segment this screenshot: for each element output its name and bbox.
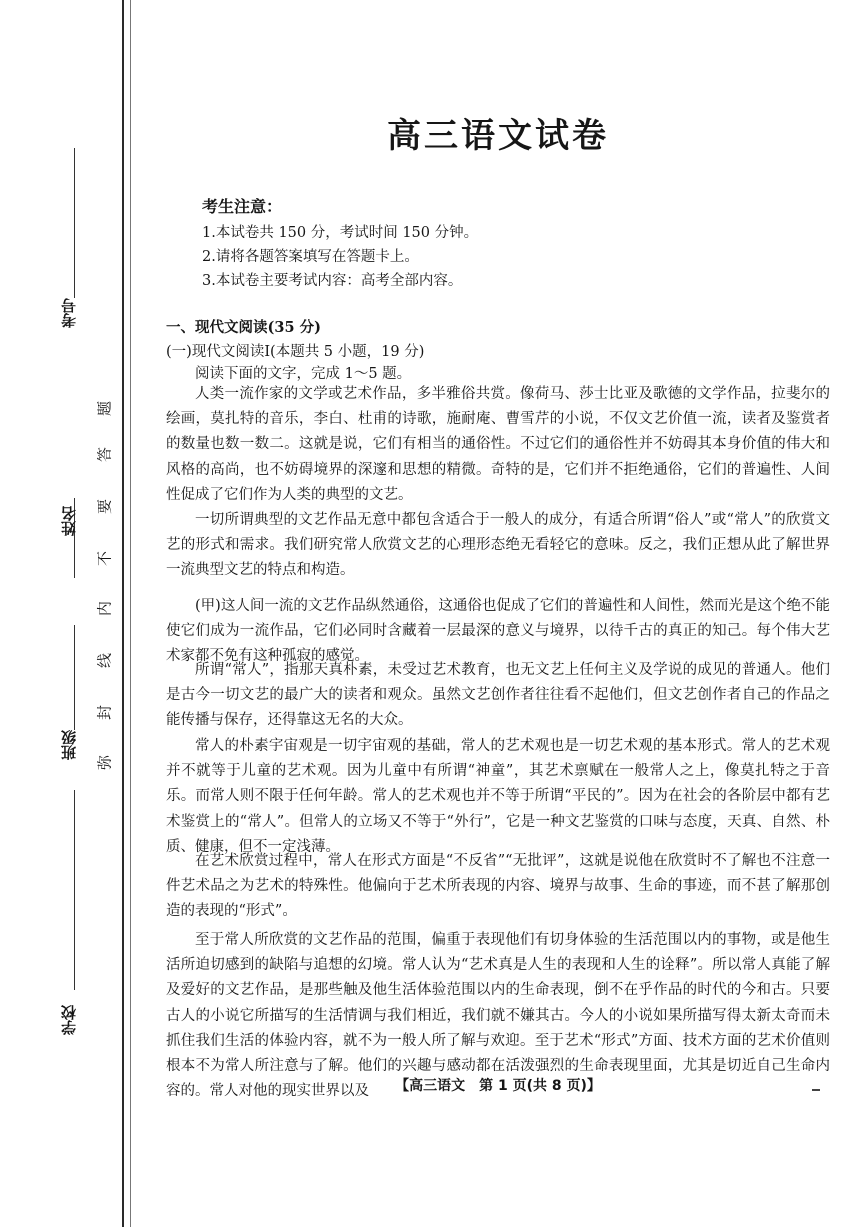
passage-paragraph-1: 人类一流作家的文学或艺术作品，多半雅俗共赏。像荷马、莎士比亚及歌德的文学作品，拉斐尔的绘画，莫扎特的音乐，李白、杜甫的诗歌，施耐庵、曹雪芹的小说，不仅文艺价值一流，读者及鉴赏者的数量也数一数二。这就是说，它们有相当的通俗性。不过它们的通俗性并不妨碍其本身价值的伟大和风格的高尚，也不妨碍境界的深邃和思想的精微。奇特的是，它们并不拒绝通俗，它们的普遍性、人间性促成了它们作为人类的典型的文艺。	[166, 386, 830, 503]
notice-heading: 考生注意：	[202, 197, 283, 216]
name-label: 姓名	[60, 506, 78, 536]
seal-char: 不	[95, 551, 114, 567]
passage-paragraph-6: 在艺术欣赏过程中，常人在形式方面是“不反省”“无批评”，这就是说他在欣赏时不了解也不注意一件艺术品之为艺术的特殊性。他偏向于艺术所表现的内容、境界与故事、生命的事迹，而不甚了解那创造的表现的“形式”。	[166, 853, 830, 920]
page-title: 高三语文试卷	[387, 116, 609, 156]
page-footer: 【高三语文 第 1 页(共 8 页)】	[395, 1078, 601, 1094]
section-heading: 一、现代文阅读(35 分)	[166, 319, 321, 336]
binding-line-outer	[122, 0, 124, 1227]
school-line	[74, 790, 75, 990]
seal-char: 要	[95, 499, 114, 515]
seal-char: 内	[95, 601, 114, 617]
seal-char: 答	[95, 447, 114, 463]
seal-char: 封	[95, 705, 114, 721]
passage-paragraph-5: 常人的朴素宇宙观是一切宇宙观的基础，常人的艺术观也是一切艺术观的基本形式。常人的艺术观并不就等于儿童的艺术观。因为儿童中有所谓“神童”，其艺术禀赋在一般常人之上，像莫扎特之于音乐。而常人则不限于任何年龄。常人的艺术观也并不等于所谓“平民的”。因为在社会的各阶层中都有艺术鉴赏上的“常人”。但常人的立场又不等于“外行”，它是一种文艺鉴赏的口味与态度，天真、自然、朴质、健康，但不一定浅薄。	[166, 738, 830, 855]
passage-paragraph-3: (甲)这人间一流的文艺作品纵然通俗，这通俗也促成了它们的普遍性和人间性，然而光是这个绝不能使它们成为一流作品，它们必同时含藏着一层最深的意义与境界，以待千古的真正的知己。每个伟大艺术家都不免有这种孤寂的感觉。	[166, 598, 830, 665]
passage-paragraph-4: 所谓“常人”，指那天真朴素，未受过艺术教育，也无文艺上任何主义及学说的成见的普通人。他们是古今一切文艺的最广大的读者和观众。虽然文艺创作者往往看不起他们，但文艺创作者自己的作品之能传播与保存，还得靠这无名的大众。	[166, 662, 830, 729]
exam-number-line	[74, 148, 75, 298]
seal-char: 线	[95, 653, 114, 669]
seal-char: 弥	[95, 755, 114, 771]
school-label: 学校	[60, 1005, 78, 1035]
exam-number-label: 考号	[60, 298, 78, 328]
section-subheading: (一)现代文阅读Ⅰ(本题共 5 小题，19 分)	[166, 344, 425, 360]
notice-item: 1.本试卷共 150 分，考试时间 150 分钟。	[202, 225, 479, 241]
passage-paragraph-7: 至于常人所欣赏的文艺作品的范围，偏重于表现他们有切身体验的生活范围以内的事物，或是他生活所迫切感到的缺陷与追想的幻境。常人认为“艺术真是人生的表现和人生的诠释”。所以常人真能了解及爱好的文艺作品，是那些触及他生活体验范围以内的生命表现，倒不在乎作品的时代的今和古。只要古人的小说它所描写的生活情调与我们相近，我们就不嫌其古。今人的小说如果所描写得太新太奇而未抓住我们生活的体验内容，就不为一般人所了解与欢迎。至于艺术“形式”方面、技术方面的艺术价值则根本不为常人所注意与了解。他们的兴趣与感动都在活泼强烈的生命表现里面，尤其是切近自己生命内容的。常人对他的现实世界以及	[166, 932, 830, 1100]
notice-item: 2.请将各题答案填写在答题卡上。	[202, 249, 419, 265]
section-instruction: 阅读下面的文字，完成 1～5 题。	[195, 366, 412, 382]
class-line	[74, 625, 75, 730]
binding-line-inner	[130, 0, 131, 1227]
notice-item: 3.本试卷主要考试内容：高考全部内容。	[202, 273, 463, 289]
seal-char: 题	[95, 401, 114, 417]
passage-paragraph-2: 一切所谓典型的文艺作品无意中都包含适合于一般人的成分，有适合所谓“俗人”或“常人”的欣赏文艺的形式和需求。我们研究常人欣赏文艺的心理形态绝无看轻它的意味。反之，我们正想从此了解世界一流典型文艺的特点和构造。	[166, 512, 830, 579]
scan-mark	[812, 1089, 820, 1091]
class-label: 班级	[60, 730, 78, 760]
